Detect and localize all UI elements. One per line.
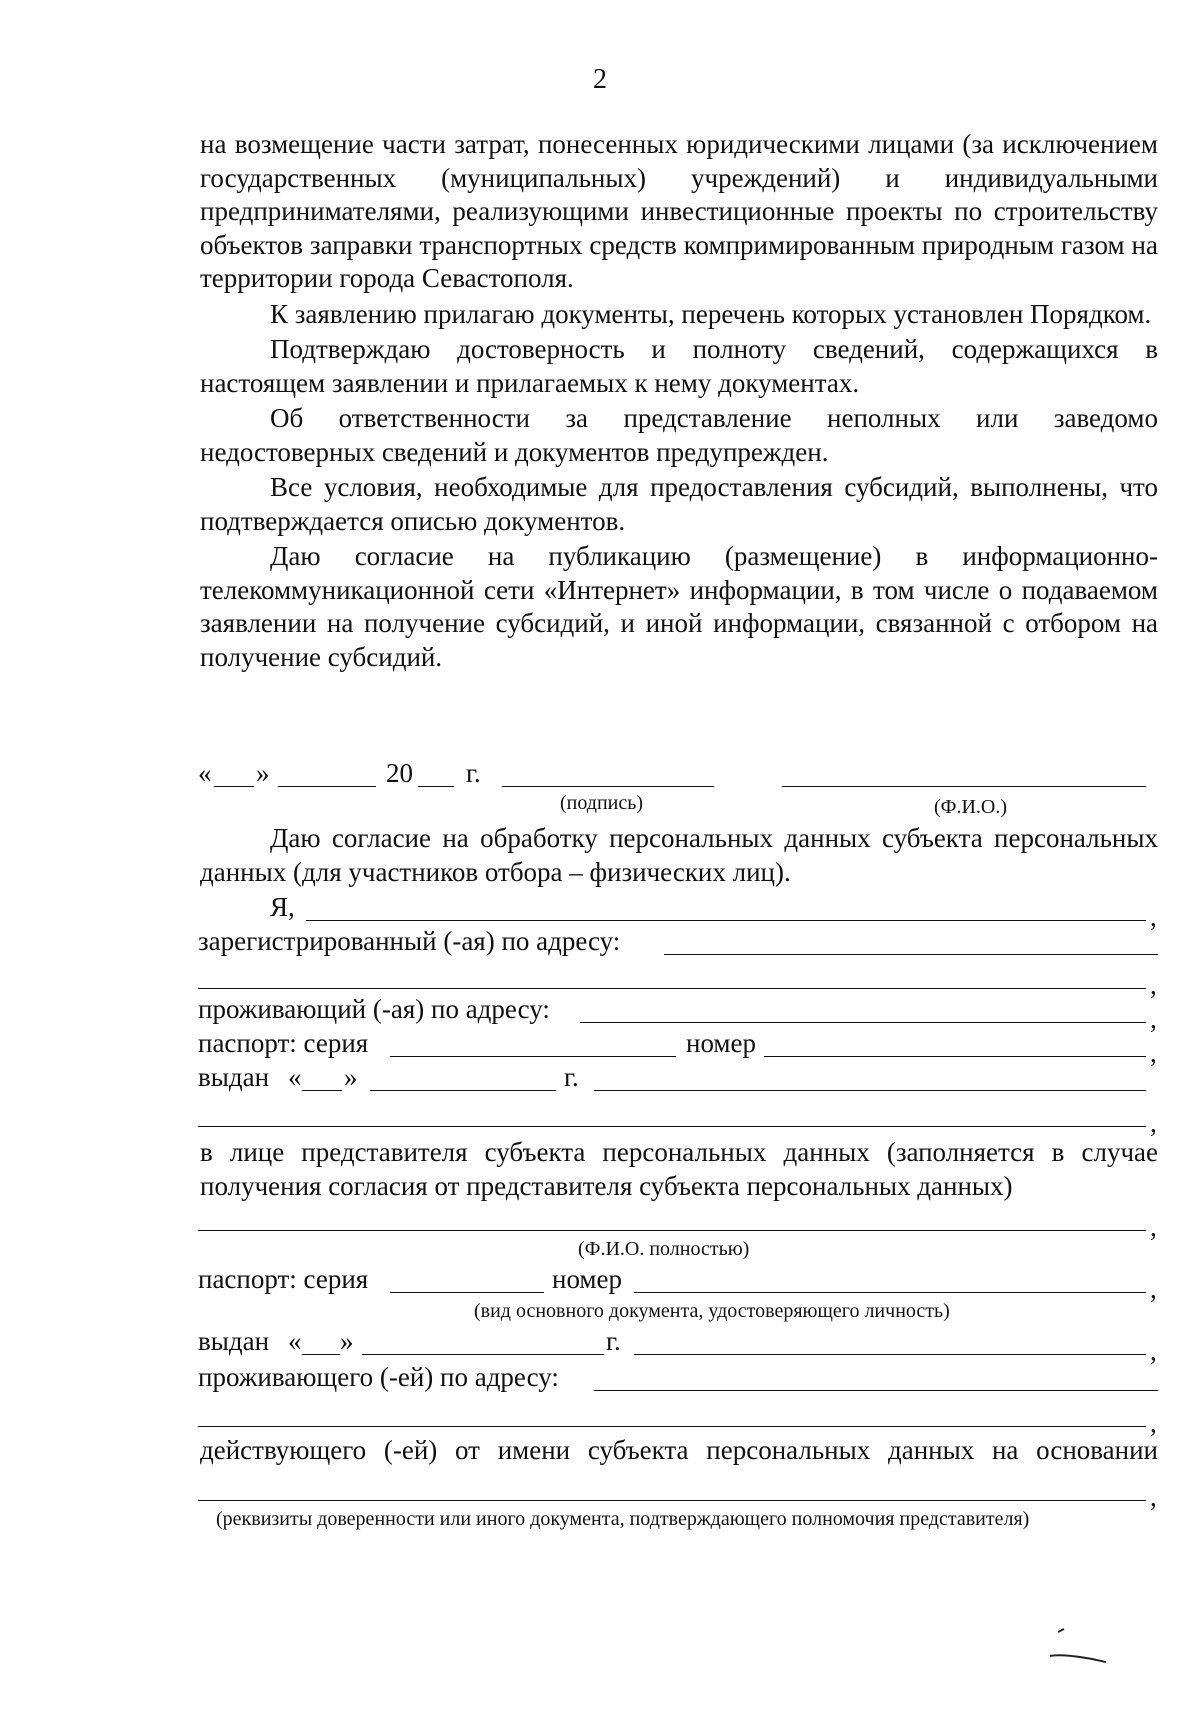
label-representative-passport-number: номер <box>552 1264 623 1294</box>
representative-fio-blank[interactable] <box>198 1230 1146 1231</box>
date-year-suffix: г. <box>466 758 481 788</box>
authority-document-blank[interactable] <box>198 1500 1146 1501</box>
representative-issued-quote-close: » <box>340 1326 354 1356</box>
representative-living-address-blank[interactable] <box>594 1390 1158 1391</box>
label-representative-living-address: проживающего (-ей) по адресу: <box>198 1362 559 1392</box>
id-document-caption: (вид основного документа, удостоверяющего личность) <box>474 1300 950 1322</box>
representative-passport-number-blank[interactable] <box>634 1292 1146 1293</box>
signature-blank[interactable] <box>502 786 714 787</box>
issued-month-year-blank[interactable] <box>370 1090 556 1091</box>
label-representative-issued: выдан <box>198 1326 270 1356</box>
registered-address-blank-2[interactable] <box>198 988 1146 989</box>
representative-issued-month-year-blank[interactable] <box>362 1354 604 1355</box>
handwritten-initials-icon <box>1040 1628 1120 1668</box>
issued-by-blank[interactable] <box>594 1090 1146 1091</box>
representative-issued-quote-open: « <box>288 1326 302 1356</box>
label-issued: выдан <box>198 1062 270 1092</box>
comma: , <box>1150 1004 1157 1034</box>
paragraph-publication-consent: Даю согласие на публикацию (размещение) в информационно-телекоммуникационной сети «Интернет» информации, в том числе о подаваемом заявлении на получение субсидий, и иной информации, связанной с отбором на получение субсидий. <box>200 541 1158 672</box>
issued-g: г. <box>564 1062 579 1092</box>
paragraph-conditions: Все условия, необходимые для предоставления субсидий, выполнены, что подтверждается описью документов. <box>200 472 1158 536</box>
issued-quote-open: « <box>288 1062 302 1092</box>
body-text <box>200 128 1158 676</box>
passport-series-blank[interactable] <box>390 1056 676 1057</box>
fio-caption: (Ф.И.О.) <box>934 796 1008 818</box>
representative-issued-g: г. <box>606 1326 621 1356</box>
date-month-blank[interactable] <box>278 786 376 787</box>
paragraph-representative: в лице представителя субъекта персональных данных (заполняется в случае получения согласия от представителя субъекта персональных данных) <box>200 1137 1158 1201</box>
paragraph-personal-data-consent: Даю согласие на обработку персональных данных субъекта персональных данных (для участников отбора – физических лиц). <box>200 823 1158 887</box>
page-number: 2 <box>593 64 607 95</box>
label-passport-series: паспорт: серия <box>198 1028 369 1058</box>
representative-living-address-blank-2[interactable] <box>198 1426 1146 1427</box>
comma: , <box>1150 1038 1157 1068</box>
living-address-blank[interactable] <box>580 1022 1146 1023</box>
label-registered-address: зарегистрированный (-ая) по адресу: <box>198 926 621 956</box>
issued-day-blank[interactable] <box>302 1090 342 1091</box>
registered-address-blank[interactable] <box>664 954 1158 955</box>
signature-caption: (подпись) <box>560 792 644 814</box>
representative-passport-series-blank[interactable] <box>390 1292 544 1293</box>
paragraph-confirm: Подтверждаю достоверность и полноту сведений, содержащихся в настоящем заявлении и прилагаемых к нему документах. <box>200 334 1158 398</box>
representative-issued-by-blank[interactable] <box>634 1354 1146 1355</box>
comma: , <box>1150 1108 1157 1138</box>
paragraph-attachments: К заявлению прилагаю документы, перечень которых установлен Порядком. <box>270 298 1152 329</box>
fio-full-caption: (Ф.И.О. полностью) <box>578 1238 750 1260</box>
label-living-address: проживающий (-ая) по адресу: <box>198 994 550 1024</box>
comma: , <box>1150 1274 1157 1304</box>
representative-issued-day-blank[interactable] <box>302 1354 340 1355</box>
issued-by-blank-2[interactable] <box>198 1126 1146 1127</box>
comma: , <box>1150 1482 1157 1512</box>
label-representative-passport-series: паспорт: серия <box>198 1264 369 1294</box>
label-ya: Я, <box>270 892 295 922</box>
comma: , <box>1150 1212 1157 1242</box>
date-day-blank[interactable] <box>214 786 254 787</box>
paragraph-intro: на возмещение части затрат, понесенных юридическими лицами (за исключением государственных (муниципальных) учреждений) и индивидуальными предпринимателями, реализующими инвестиционные проекты по строительству объектов заправки транспортных средств компримированным природным газом на территории города Севастополя. <box>200 129 1158 293</box>
full-name-blank[interactable] <box>306 920 1146 921</box>
date-year-blank[interactable] <box>418 786 454 787</box>
comma: , <box>1150 902 1157 932</box>
comma: , <box>1150 1336 1157 1366</box>
paragraph-acting-on-behalf: действующего (-ей) от имени субъекта персональных данных на основании <box>200 1435 1158 1465</box>
passport-number-blank[interactable] <box>764 1056 1146 1057</box>
authority-document-caption: (реквизиты доверенности или иного документа, подтверждающего полномочия представителя) <box>216 1508 1030 1530</box>
date-quote-open: « <box>198 758 212 788</box>
label-passport-number: номер <box>686 1028 757 1058</box>
issued-quote-close: » <box>344 1062 358 1092</box>
comma: , <box>1150 970 1157 1000</box>
comma: , <box>1150 1408 1157 1438</box>
date-quote-close: » <box>256 758 270 788</box>
paragraph-responsibility: Об ответственности за представление неполных или заведомо недостоверных сведений и документов предупрежден. <box>200 403 1158 467</box>
fio-blank[interactable] <box>782 786 1146 787</box>
date-year-prefix: 20 <box>386 758 413 788</box>
